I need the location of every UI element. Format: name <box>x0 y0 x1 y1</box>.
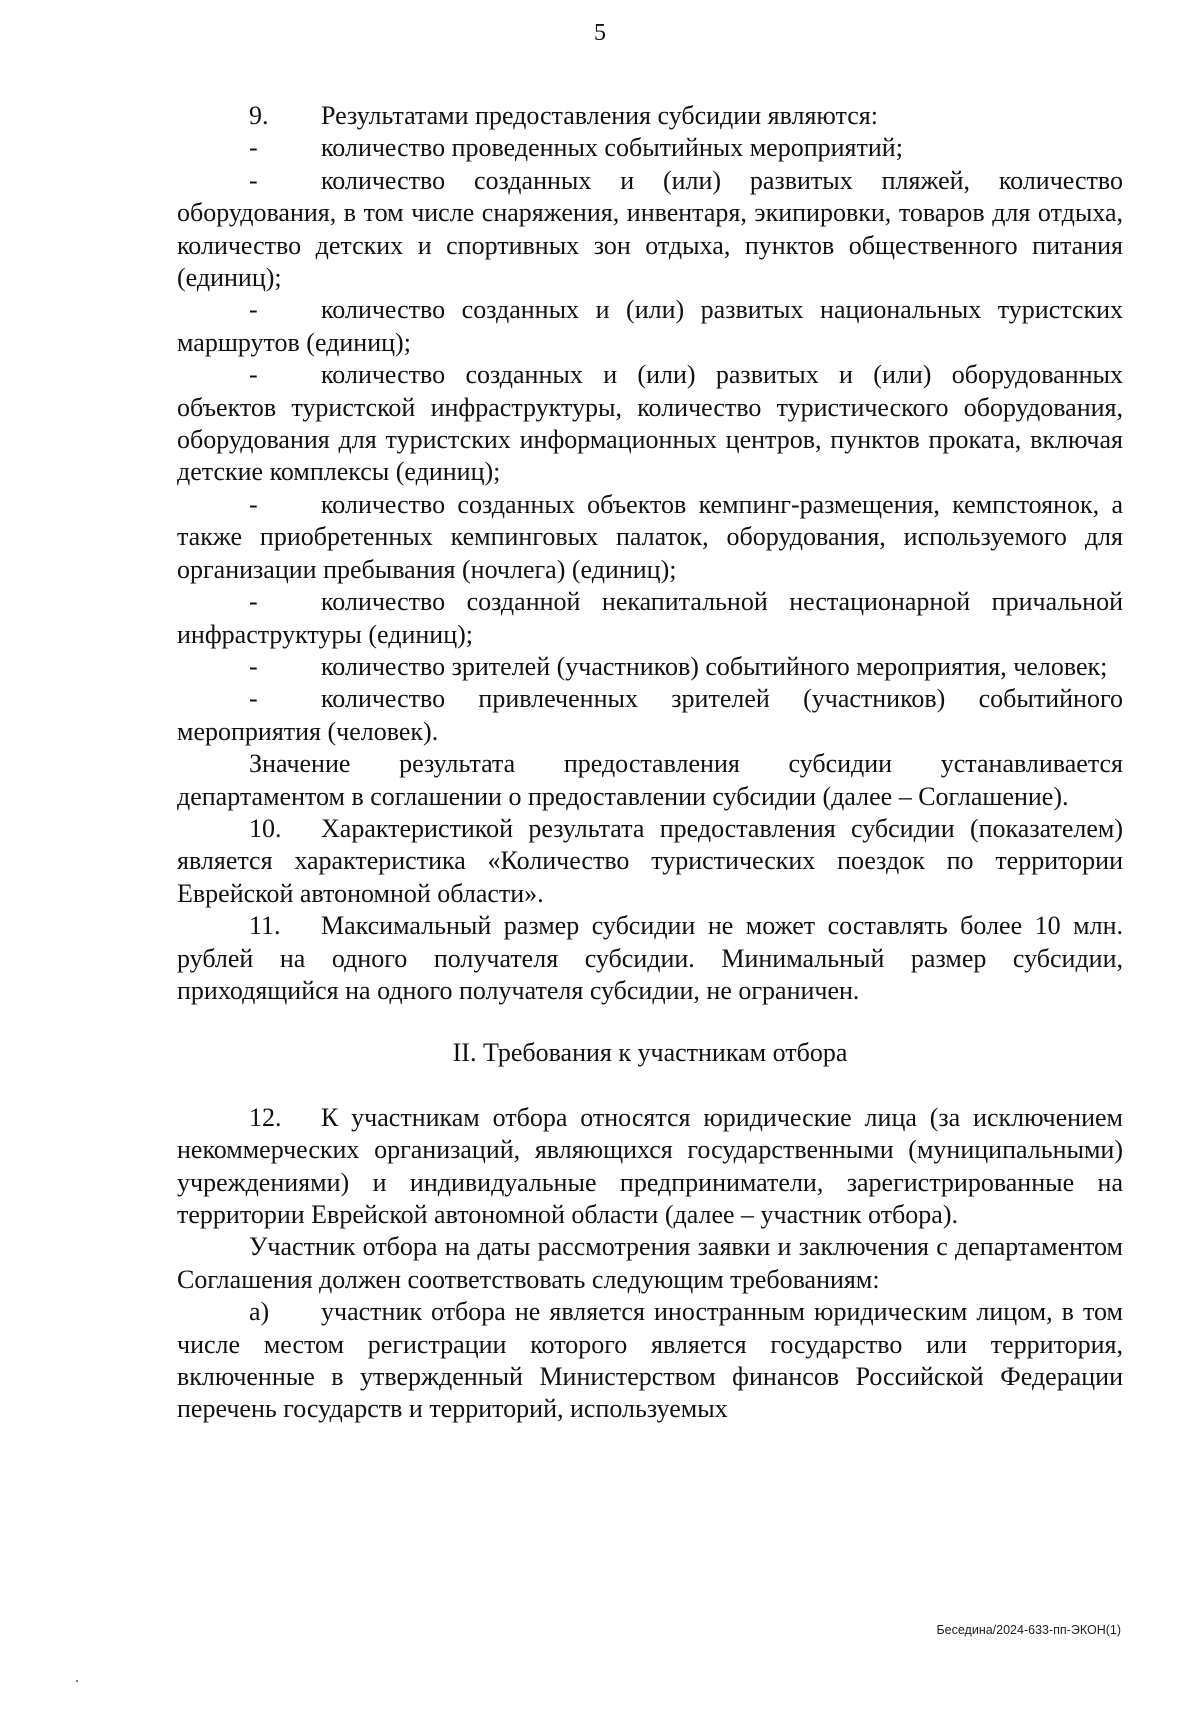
bullet-item <box>177 651 1123 683</box>
numbered-paragraph <box>177 100 1123 132</box>
bullet-dash: - <box>249 684 258 714</box>
paragraph-text: Характеристикой результата предоставления субсидии (показателем) является характеристика «Количество туристических поездок по территории Еврейской автономной области». <box>177 813 1123 908</box>
document-body <box>177 100 1123 1426</box>
paragraph-text: участник отбора не является иностранным юридическим лицом, в том числе местом регистрации которого является государство или территория, включенные в утвержденный Министерством финансов Российской Федерации перечень государств и территорий, используемых <box>177 1297 1123 1424</box>
paragraph-text: Значение результата предоставления субсидии устанавливается департаментом в соглашении о предоставлении субсидии (далее – Соглашение). <box>177 749 1123 811</box>
paragraph <box>177 748 1123 813</box>
paragraph-number: 10. <box>249 813 282 843</box>
paragraph <box>177 1231 1123 1296</box>
paragraph-text: количество созданных объектов кемпинг-размещения, кемпстоянок, а также приобретенных кемпинговых палаток, оборудования, используемого для организации пребывания (ночлега) (единиц); <box>177 489 1123 584</box>
paragraph-text: К участникам отбора относятся юридические лица (за исключением некоммерческих организаций, являющихся государственными (муниципальными) учреждениями) и индивидуальные предприниматели, зарегистрированные на территории Еврейской автономной области (далее – участник отбора). <box>177 1102 1123 1229</box>
bullet-item <box>177 586 1123 651</box>
bullet-dash: - <box>249 165 258 195</box>
paragraph-text: количество созданной некапитальной нестационарной причальной инфраструктуры (единиц); <box>177 587 1123 649</box>
section-title: II. Требования к участникам отбора <box>452 1038 848 1068</box>
paragraph-number: 9. <box>249 101 269 130</box>
bullet-dash: - <box>249 360 258 390</box>
numbered-paragraph <box>177 813 1123 910</box>
paragraph-text: количество созданных и (или) развитых национальных туристских маршрутов (единиц); <box>177 295 1123 357</box>
document-code: Беседина/2024-633-пп-ЭКОН(1) <box>936 1623 1121 1637</box>
paragraph-text: количество проведенных событийных мероприятий; <box>321 133 903 163</box>
paragraph-text: количество созданных и (или) развитых и (или) оборудованных объектов туристской инфраструктуры, количество туристического оборудования, оборудования для туристских информационных центров, пунктов проката, включая детские комплексы (единиц); <box>177 360 1123 487</box>
bullet-dash: - <box>249 587 258 617</box>
paragraph-text: Максимальный размер субсидии не может составлять более 10 млн. рублей на одного получателя субсидии. Минимальный размер субсидии, приходящийся на одного получателя субсидии, не ограничен. <box>177 911 1123 1005</box>
paragraph-number: 12. <box>249 1102 282 1132</box>
paragraph-text: Результатами предоставления субсидии являются: <box>321 101 878 130</box>
scan-artifact <box>76 1680 78 1682</box>
paragraph-text: количество созданных и (или) развитых пляжей, количество оборудования, в том числе снаряжения, инвентаря, экипировки, товаров для отдыха, количество детских и спортивных зон отдыха, пунктов общественного питания (единиц); <box>177 165 1123 293</box>
bullet-dash: - <box>249 295 258 325</box>
bullet-item <box>177 294 1123 359</box>
numbered-paragraph <box>177 910 1123 1007</box>
bullet-item <box>177 132 1123 164</box>
paragraph-text: количество привлеченных зрителей (участников) событийного мероприятия (человек). <box>177 684 1123 746</box>
results-list <box>177 100 1123 1007</box>
bullet-item <box>177 359 1123 489</box>
bullet-dash: - <box>249 133 258 163</box>
bullet-item <box>177 683 1123 748</box>
paragraph-text: количество зрителей (участников) событийного мероприятия, человек; <box>321 651 1108 681</box>
bullet-dash: - <box>249 651 258 681</box>
bullet-dash: - <box>249 489 258 519</box>
paragraph-text: Участник отбора на даты рассмотрения заявки и заключения с департаментом Соглашения должен соответствовать следующим требованиям: <box>177 1232 1123 1294</box>
bullet-item <box>177 165 1123 295</box>
paragraph-number: 11. <box>249 911 281 941</box>
page-number: 5 <box>594 20 606 46</box>
bullet-item <box>177 489 1123 586</box>
requirements-list <box>177 1102 1123 1426</box>
paragraph-number: а) <box>249 1297 270 1327</box>
numbered-paragraph <box>177 1102 1123 1232</box>
numbered-paragraph <box>177 1296 1123 1426</box>
